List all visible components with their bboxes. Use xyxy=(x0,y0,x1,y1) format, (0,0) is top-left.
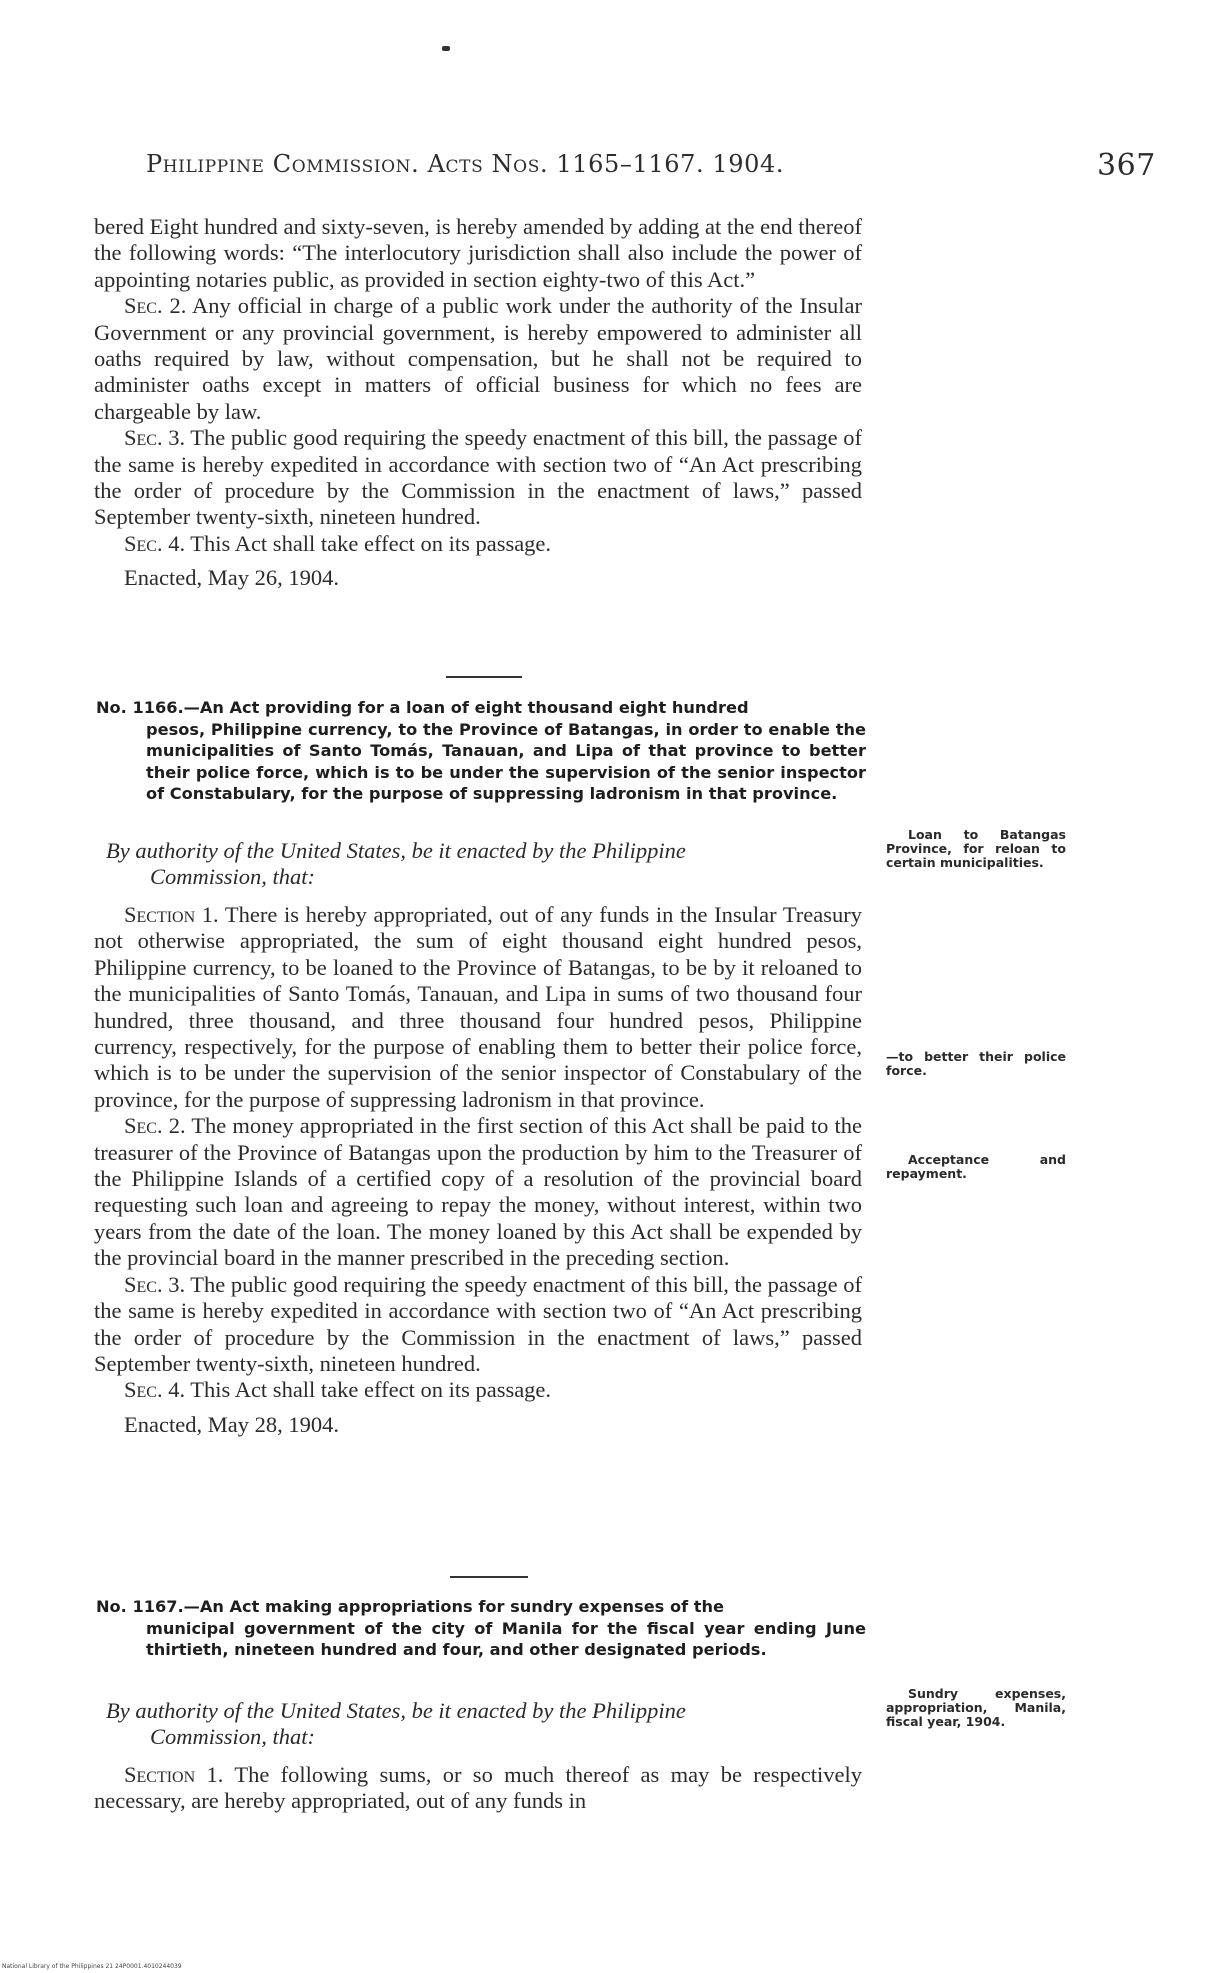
running-header xyxy=(146,148,1156,183)
section-rule xyxy=(450,1576,528,1578)
act-1167-sec1 xyxy=(94,1762,862,1815)
margin-note-acceptance: Acceptance and repayment. xyxy=(886,1152,1066,1181)
sec-text: There is hereby appropriated, out of any funds in the Insular Treasury not otherwise appropriated, the sum of eight thousand eight hundred pesos, Philippine currency, to be loaned to the Province of Batangas, to be by it reloaned to the municipalities of Santo Tomás, Tanauan, and Lipa in sums of two thousand four hundred, three thousand, and three thousand four hundred pesos, Philippine currency, respectively, for the purpose of enabling them to better their police force, which is to be under the supervision of the senior inspector of Constabulary of the province, for the purpose of suppressing ladronism in that province. xyxy=(94,902,862,1112)
running-title: Philippine Commission. Acts Nos. 1165–1167. 1904. xyxy=(146,150,785,178)
act-1166-title-rest: pesos, Philippine currency, to the Province of Batangas, in order to enable the municipalities of Santo Tomás, Tanauan, and Lipa of that province to better their police force, which is to be under the supervision of the senior inspector of Constabulary, for the purpose of suppressing ladronism in that province. xyxy=(146,719,866,803)
sec-text: The money appropriated in the first section of this Act shall be paid to the treasurer of the Province of Batangas upon the production by him to the Treasurer of the Philippine Islands of a certified copy of a resolution of the provincial board requesting such loan and agreeing to repay the money, without interest, within two years from the date of the loan. The money loaned by this Act shall be expended by the provincial board in the manner prescribed in the preceding section. xyxy=(94,1113,862,1271)
sec-label: Sec. 3. xyxy=(124,1271,186,1297)
sec-label: Sec. 4. xyxy=(124,1377,186,1403)
act-1167-title xyxy=(96,1596,866,1661)
act-1165-text xyxy=(94,214,862,592)
act-1165-sec3 xyxy=(94,425,862,531)
act-1166-sec3 xyxy=(94,1272,862,1378)
sec-label: Sec. 2. xyxy=(124,293,187,319)
page-number: 367 xyxy=(1096,148,1156,183)
sec-text: The public good requiring the speedy enactment of this bill, the passage of the same is hereby expedited in accordance with section two of “An Act prescribing the order of procedure by the Commission in the enactment of laws,” passed September twenty-sixth, nineteen hundred. xyxy=(94,425,863,530)
sec-text: Any official in charge of a public work under the authority of the Insular Government or any provincial government, is hereby empowered to administer all oaths required by law, without compensation, but he shall not be required to administer oaths except in matters of official business for which no fees are chargeable by law. xyxy=(94,293,862,424)
act-1167-title-rest: municipal government of the city of Manila for the fiscal year ending June thirtieth, nineteen hundred and four, and other designated periods. xyxy=(146,1618,866,1659)
act-1166-text xyxy=(94,902,862,1438)
authority-line2: Commission, that: xyxy=(150,864,316,889)
scan-credit: National Library of the Philippines 21 24P0001.4010244039 xyxy=(2,1963,182,1970)
authority-line1: By authority of the United States, be it enacted by the Philippine xyxy=(106,838,686,863)
authority-line1: By authority of the United States, be it enacted by the Philippine xyxy=(106,1698,686,1723)
act-1166-authority xyxy=(106,838,866,890)
ink-mark xyxy=(442,46,450,51)
act-1166-sec1 xyxy=(94,902,862,1113)
act-1166-title xyxy=(96,697,866,805)
margin-note-sundry: Sundry expenses, appropriation, Manila, fiscal year, 1904. xyxy=(886,1686,1066,1729)
sec-text: This Act shall take effect on its passage. xyxy=(185,1377,552,1403)
sec-text: This Act shall take effect on its passage. xyxy=(185,530,552,556)
act-1165-sec4 xyxy=(94,531,862,557)
margin-note-police: —to better their police force. xyxy=(886,1049,1066,1078)
act-1167-text xyxy=(94,1762,862,1815)
authority-line2: Commission, that: xyxy=(150,1724,316,1749)
sec-label: Sec. 3. xyxy=(124,425,186,451)
act-1166-sec4 xyxy=(94,1377,862,1403)
act-1165-para1: bered Eight hundred and sixty-seven, is hereby amended by adding at the end thereof the following words: “The interlocutory jurisdiction shall also include the power of appointing notaries public, as provided in section eighty-two of this Act.” xyxy=(94,214,862,292)
section-rule xyxy=(446,676,522,678)
sec-label: Section 1. xyxy=(124,1762,224,1787)
sec-text: The public good requiring the speedy enactment of this bill, the passage of the same is hereby expedited in accordance with section two of “An Act prescribing the order of procedure by the Commission in the enactment of laws,” passed September twenty-sixth, nineteen hundred. xyxy=(94,1271,863,1376)
act-1166-sec2 xyxy=(94,1113,862,1271)
sec-label: Section 1. xyxy=(124,902,219,927)
margin-note-loan: Loan to Batangas Province, for reloan to certain municipalities. xyxy=(886,827,1066,870)
sec-label: Sec. 4. xyxy=(124,530,186,556)
act-1166-title-line1: No. 1166.—An Act providing for a loan of eight thousand eight hundred xyxy=(96,698,749,717)
sec-text: The following sums, or so much thereof as may be respectively necessary, are hereby appropriated, out of any funds in xyxy=(94,1762,862,1814)
act-1166-enacted: Enacted, May 28, 1904. xyxy=(124,1411,339,1437)
act-1165-enacted: Enacted, May 26, 1904. xyxy=(124,565,339,591)
act-1167-title-line1: No. 1167.—An Act making appropriations for sundry expenses of the xyxy=(96,1597,724,1616)
act-1167-authority xyxy=(106,1698,866,1750)
act-1165-sec2 xyxy=(94,293,862,425)
sec-label: Sec. 2. xyxy=(124,1113,186,1139)
